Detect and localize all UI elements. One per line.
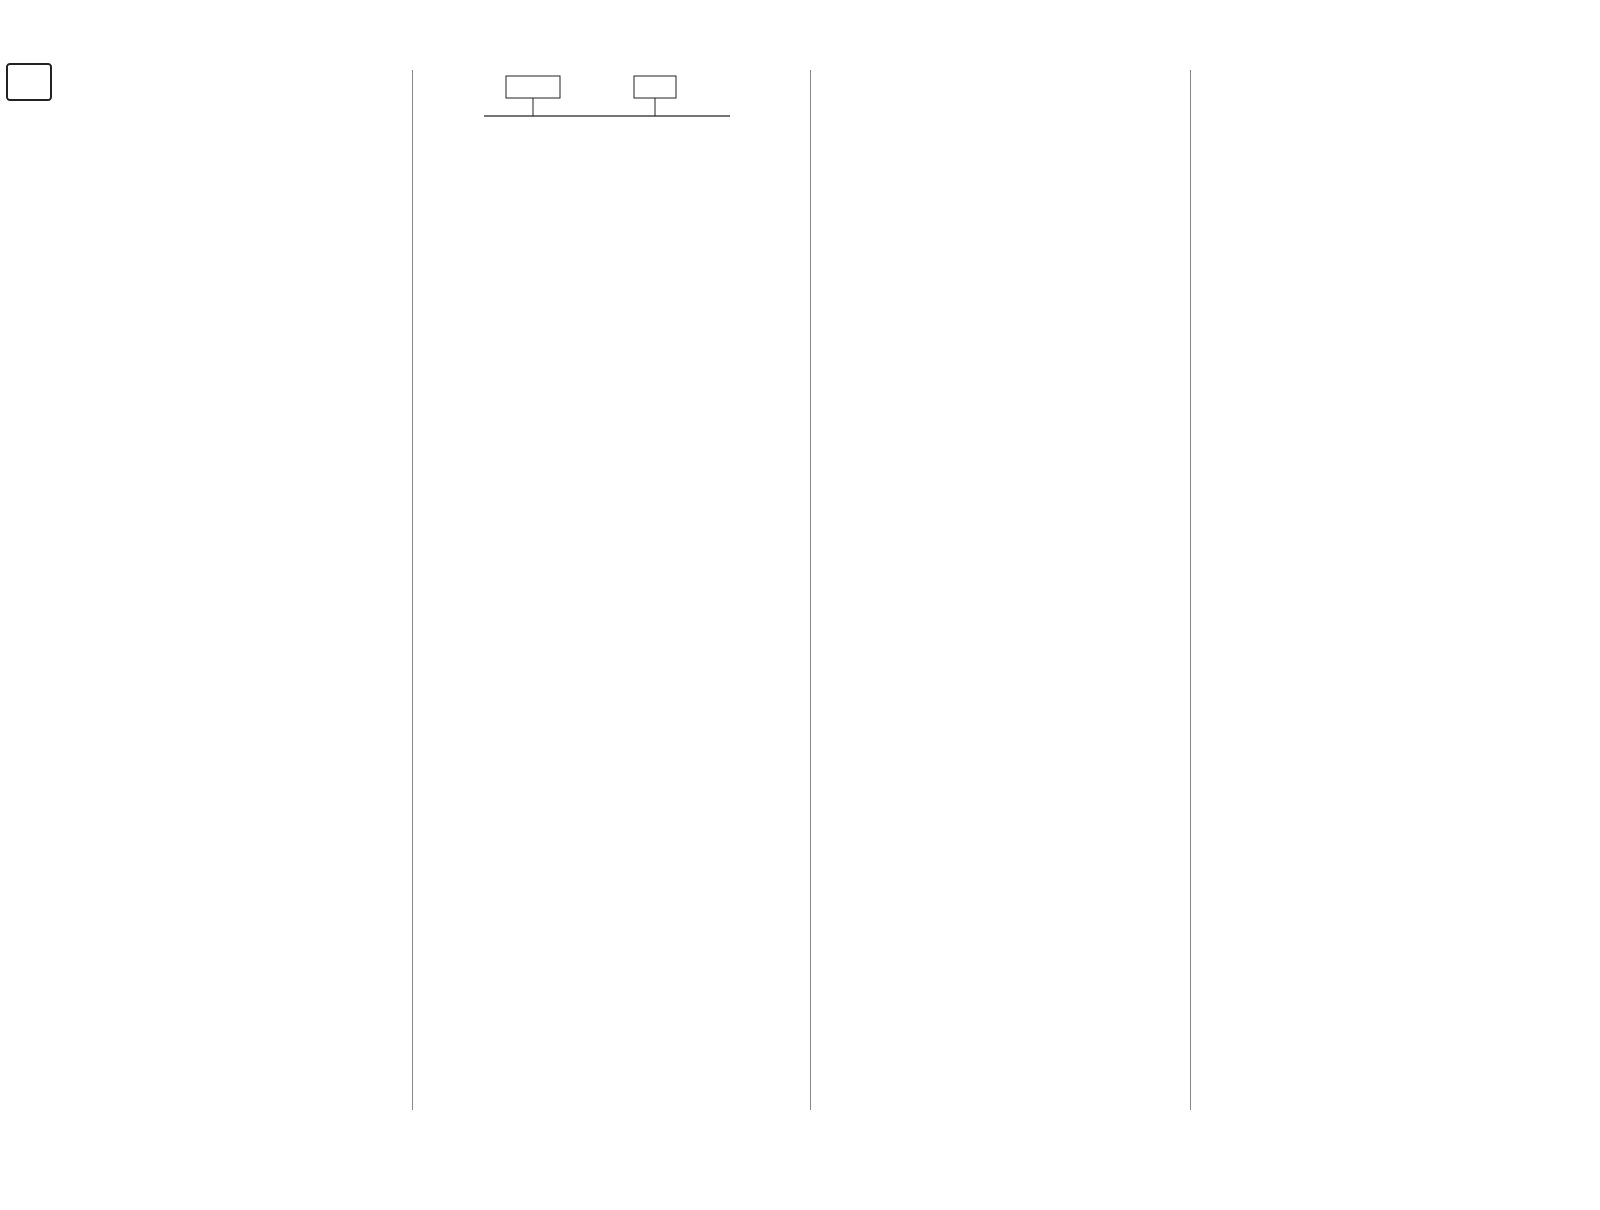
- header: [6, 62, 390, 102]
- column-4: [1202, 62, 1594, 70]
- watermark: [1402, 1115, 1582, 1207]
- house-diagram: [480, 68, 740, 132]
- page-footer: [1420, 1162, 1430, 1181]
- column-2: [426, 62, 796, 140]
- q4-number-line: [832, 216, 1162, 294]
- column-divider: [810, 70, 811, 1110]
- fraction-number-lines: [832, 62, 1132, 212]
- column-3: [832, 62, 1200, 298]
- publisher-logo: [6, 63, 52, 101]
- column-divider: [412, 70, 413, 1110]
- column-1: [6, 62, 390, 120]
